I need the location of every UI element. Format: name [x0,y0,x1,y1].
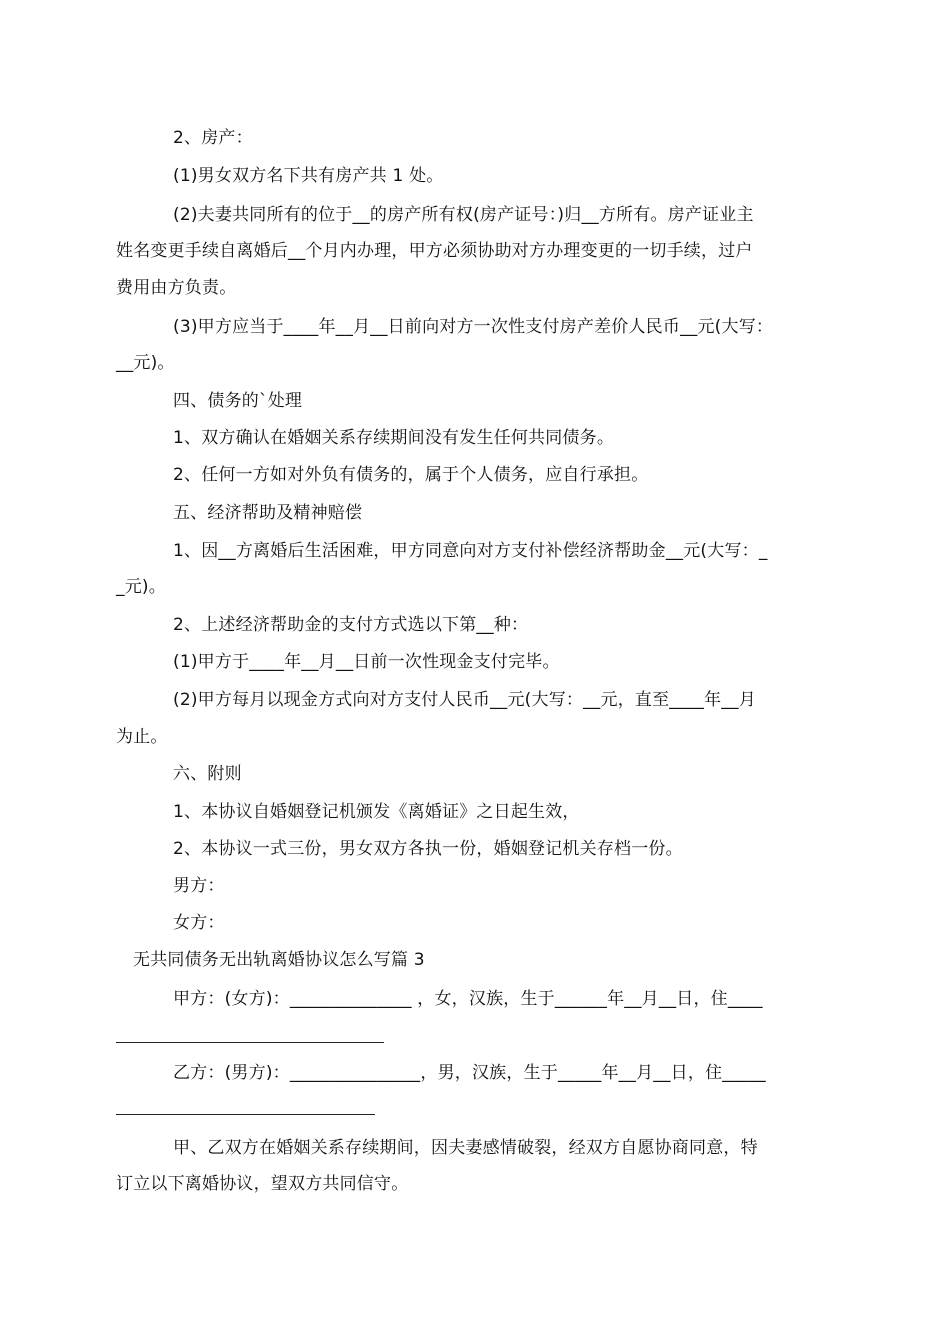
paragraph-line: 费用由方负责。 [116,278,237,298]
paragraph-line: 1、因__方离婚后生活困难，甲方同意向对方支付补偿经济帮助金__元(大写：_ [173,541,768,561]
fill-in-rule [116,1114,375,1115]
paragraph-line: (1)甲方于____年__月__日前一次性现金支付完毕。 [173,652,560,672]
paragraph-line: (3)甲方应当于____年__月__日前向对方一次性支付房产差价人民币__元(大写： [173,317,774,337]
paragraph-line: 姓名变更手续自离婚后__个月内办理，甲方必须协助对方办理变更的一切手续，过户 [116,241,753,261]
party-a-line: 甲方：(女方)：______________ ，女，汉族，生于______年__月__日，住____ [173,989,763,1009]
paragraph-line: 2、任何一方如对外负有债务的，属于个人债务，应自行承担。 [173,465,649,485]
section-house-heading: 2、房产： [173,128,253,148]
paragraph-line: 2、上述经济帮助金的支付方式选以下第__种： [173,615,529,635]
paragraph-line: 1、本协议自婚姻登记机颁发《离婚证》之日起生效， [173,802,580,822]
paragraph-line: (2)夫妻共同所有的位于__的房产所有权(房产证号：)归__方所有。房产证业主 [173,205,754,225]
party-b-line: 乙方：(男方)：_______________，男，汉族，生于_____年__月__日，住_____ [173,1063,766,1083]
paragraph-line: 为止。 [116,727,168,747]
fill-in-rule [116,1042,384,1043]
paragraph-line: 2、本协议一式三份，男女双方各执一份，婚姻登记机关存档一份。 [173,839,683,859]
paragraph-line: __元)。 [116,353,175,373]
signature-female-label: 女方： [173,913,225,933]
paragraph-line: 1、双方确认在婚姻关系存续期间没有发生任何共同债务。 [173,428,615,448]
section-debt-heading: 四、债务的`处理 [173,391,303,411]
paragraph-line: 甲、乙双方在婚姻关系存续期间，因夫妻感情破裂，经双方自愿协商同意，特 [173,1138,758,1158]
paragraph-line: (1)男女双方名下共有房产共 1 处。 [173,166,444,186]
section-aid-heading: 五、经济帮助及精神赔偿 [173,503,363,523]
article-title: 无共同债务无出轨离婚协议怎么写篇 3 [133,950,425,970]
signature-male-label: 男方： [173,876,225,896]
paragraph-line: (2)甲方每月以现金方式向对方支付人民币__元(大写：__元，直至____年__月 [173,690,756,710]
section-rules-heading: 六、附则 [173,764,242,784]
paragraph-line: 订立以下离婚协议，望双方共同信守。 [116,1174,409,1194]
paragraph-line: _元)。 [116,577,166,597]
